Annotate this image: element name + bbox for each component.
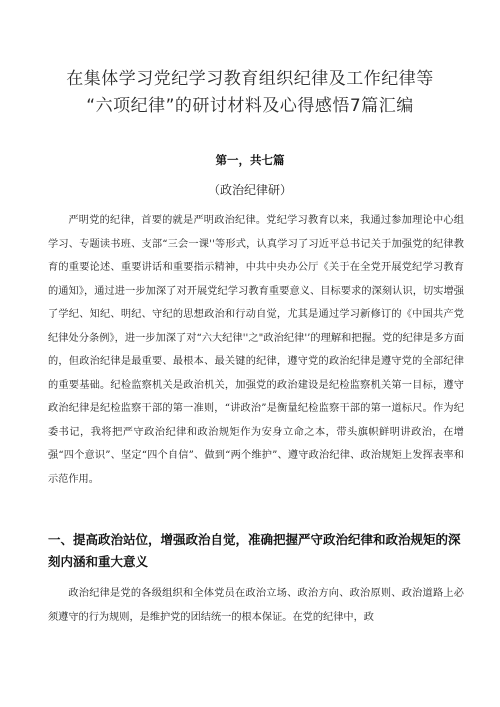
section-heading: 第一，共七篇 bbox=[215, 153, 285, 167]
body-paragraph-2: 政治纪律是党的各级组织和全体党员在政治立场、政治方向、政治原则、政治道路上必须遵守的行为规则，是维护党的团结统一的根本保证。在党的纪律中，政 bbox=[48, 588, 464, 623]
section-subtitle: （政治纪律研） bbox=[207, 183, 292, 197]
chapter-heading-1: 一、提高政治站位，增强政治自觉，准确把握严守政治纪律和政治规矩的深刻内涵和重大意义 bbox=[48, 532, 461, 569]
document-title-line-1: 在集体学习党纪学习教育组织纪律及工作纪律等 bbox=[66, 69, 434, 89]
body-paragraph-1: 严明党的纪律，首要的就是严明政治纪律。党纪学习教育以来，我通过参加理论中心组学习、专题读书班、支部“三会一课''等形式，认真学习了习近平总书记关于加强党的纪律教育的重要论述、重要讲话和重要指示精神，中共中央办公厅《关于在全党开展党纪学习教育的通知》，通过进一步加深了对开展党纪学习教育重要意义、目标要求的深刻认识，切实增强了学纪、知纪、明纪、守纪的思想政治和行动自觉，尤其是通过学习新修订的《中国共产党纪律处分条例》，进一步加深了对“六大纪律''之"政治纪律'’的理解和把握。党的纪律是多方面的，但政治纪律是最重要、最根本、最关键的纪律，遵守党的政治纪律是遵守党的全部纪律的重要基础。纪检监察机关是政治机关，加强党的政治建设是纪检监察机关第一目标，遵守政治纪律是纪检监察干部的第一准则，“讲政治”是衡量纪检监察干部的第一道标尺。作为纪委书记，我将把严守政治纪律和政治规矩作为安身立命之本，带头旗帜鲜明讲政治，在增强“四个意识”、坚定“四个自信”、做到“两个维护”、遵守政治纪律、政治规矩上发挥表率和示范作用。 bbox=[48, 215, 464, 485]
document-title-line-2: “六项纪律”的研讨材料及心得感悟7篇汇编 bbox=[86, 96, 414, 116]
